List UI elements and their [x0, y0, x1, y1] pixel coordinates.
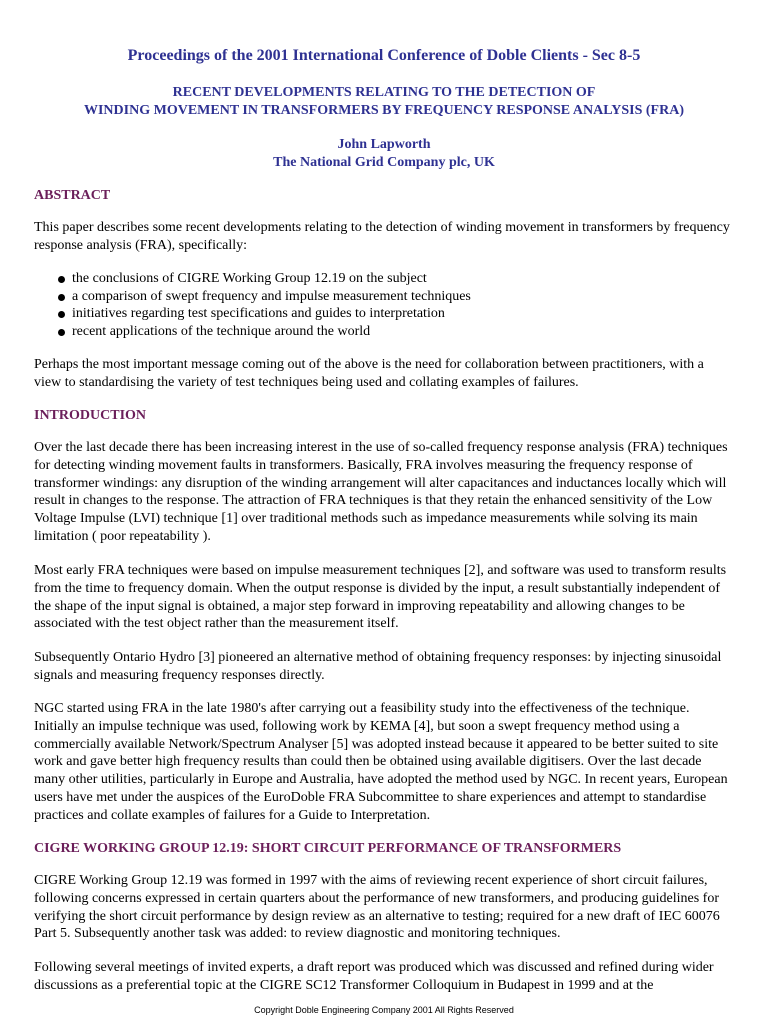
introduction-paragraph-1: Over the last decade there has been increasing interest in the use of so-called frequency response analysis (FRA) techniques for detecting winding movement faults in transformers. Basically, FRA involves measuring the frequency response of transformer windings: any disruption of the winding arrangement will alter capacitances and inductances locally which will result in changes to the response. The attraction of FRA techniques is that they retain the enhanced sensitivity of the Low Voltage Impulse (LVI) technique [1] over traditional methods such as impedance measurements while solving its main limitation ( poor repeatability ).	[34, 440, 728, 544]
author-affiliation: The National Grid Company plc, UK	[273, 155, 495, 170]
bullet-icon	[58, 294, 65, 301]
bullet-icon	[58, 311, 65, 318]
introduction-paragraph-3: Subsequently Ontario Hydro [3] pioneered an alternative method of obtaining frequency responses: by injecting sinusoidal signals and measuring frequency responses directly.	[34, 650, 722, 683]
cigre-heading: CIGRE WORKING GROUP 12.19: SHORT CIRCUIT PERFORMANCE OF TRANSFORMERS	[34, 841, 622, 856]
list-item: recent applications of the technique around the world	[34, 323, 724, 341]
abstract-intro: This paper describes some recent developments relating to the detection of winding movement in transformers by frequency response analysis (FRA), specifically:	[34, 220, 730, 253]
copyright-footer: Copyright Doble Engineering Company 2001 All Rights Reserved	[254, 1005, 514, 1015]
introduction-paragraph-2: Most early FRA techniques were based on impulse measurement techniques [2], and software was used to transform results from the time to frequency domain. When the output response is divided by the input, a result substantially independent of the shape of the input signal is obtained, a major step forward in improving repeatability and allowing changes to be associated with the test object rather than the measurement itself.	[34, 563, 727, 632]
list-item: initiatives regarding test specifications and guides to interpretation	[34, 305, 724, 323]
abstract-heading: ABSTRACT	[34, 188, 111, 203]
introduction-paragraph-4: NGC started using FRA in the late 1980's after carrying out a feasibility study into the effectiveness of the technique. Initially an impulse technique was used, following work by KEMA [4], but soon a swept frequency method using a commercially available Network/Spectrum Analyser [5] was adopted instead because it appeared to be better suited to site work and gave better high frequency results than could then be obtained using available digitisers. Over the last decade many other utilities, particularly in Europe and Australia, have adopted the method used by NGC. In recent years, European users have met under the auspices of the EuroDoble FRA Subcommittee to share experiences and attempt to standardise practices and collate examples of failures for a Guide to Interpretation.	[34, 701, 728, 823]
cigre-paragraph-1: CIGRE Working Group 12.19 was formed in 1997 with the aims of reviewing recent experience of short circuit failures, following concerns expressed in certain quarters about the performance of new transformers, and producing guidelines for verifying the short circuit performance by design review as an alternative to testing; required for a new draft of IEC 60076 Part 5. Subsequently another task was added: to review diagnostic and monitoring techniques.	[34, 873, 720, 942]
bullet-icon	[58, 276, 65, 283]
author-name: John Lapworth	[337, 137, 431, 152]
list-item: a comparison of swept frequency and impulse measurement techniques	[34, 288, 724, 306]
introduction-heading: INTRODUCTION	[34, 408, 147, 423]
author-block	[34, 136, 734, 172]
proceedings-title: Proceedings of the 2001 International Conference of Doble Clients - Sec 8-5	[127, 47, 641, 64]
paper-title-line-2: WINDING MOVEMENT IN TRANSFORMERS BY FREQUENCY RESPONSE ANALYSIS (FRA)	[83, 103, 684, 118]
paper-title	[34, 84, 734, 120]
abstract-conclusion: Perhaps the most important message coming out of the above is the need for collaboration between practitioners, with a view to standardising the variety of test techniques being used and collating examples of failures.	[34, 357, 704, 390]
list-item: the conclusions of CIGRE Working Group 12.19 on the subject	[34, 270, 724, 288]
cigre-paragraph-2: Following several meetings of invited experts, a draft report was produced which was discussed and refined during wider discussions as a preferential topic at the CIGRE SC12 Transformer Colloquium in Budapest in 1999 and at the	[34, 960, 714, 993]
bullet-icon	[58, 329, 65, 336]
abstract-bullet-list	[34, 270, 724, 341]
paper-title-line-1: RECENT DEVELOPMENTS RELATING TO THE DETECTION OF	[172, 85, 596, 100]
